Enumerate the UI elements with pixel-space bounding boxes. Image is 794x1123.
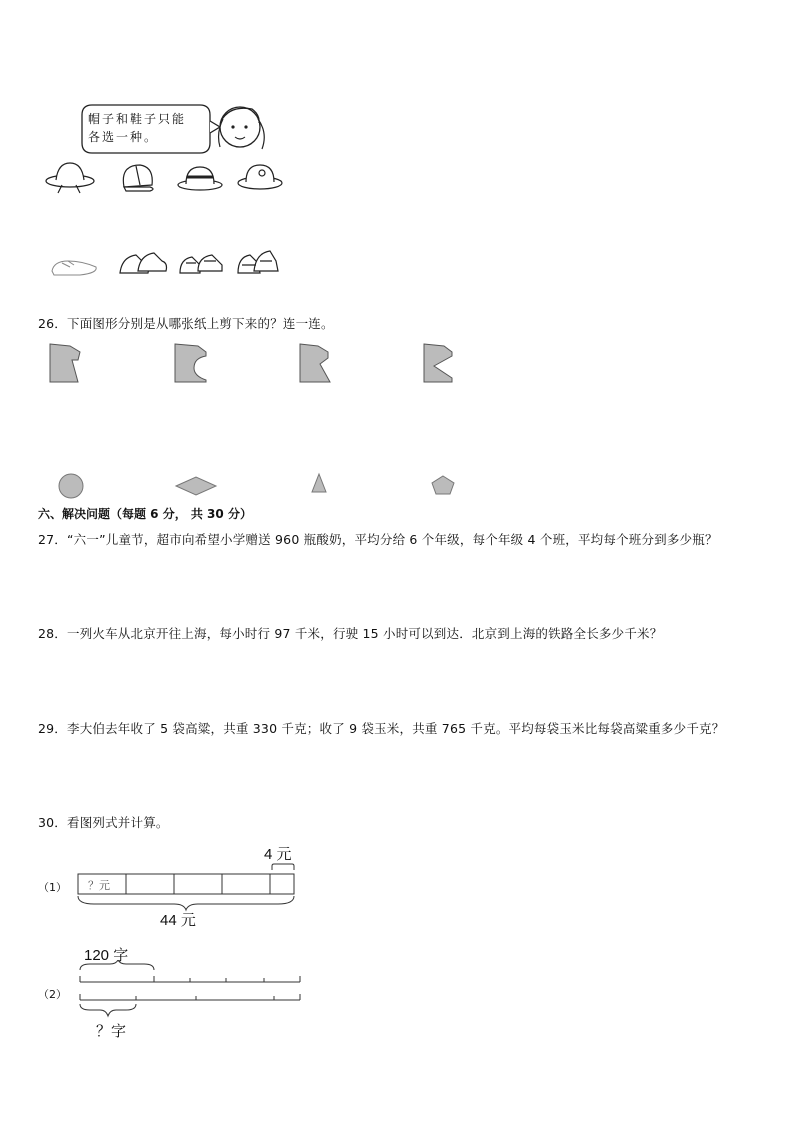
q30-part2-bottom-label: ？字 [96, 1023, 127, 1040]
q30-part1-label: （1） [38, 881, 67, 894]
q30-question: 30．看图列式并计算。 [38, 815, 169, 830]
hat-4-icon [238, 165, 282, 189]
shoe-4-icon [238, 251, 278, 273]
hat-1-icon [46, 163, 94, 193]
cut-piece-pentagon [432, 476, 454, 494]
q30-part1-first-cell: ？元 [88, 879, 110, 892]
q25-figure [40, 95, 300, 295]
speech-line-2: 各选一种。 [88, 130, 159, 144]
q29-question: 29．李大伯去年收了 5 袋高粱，共重 330 千克；收了 9 袋玉米，共重 765 千克。平均每袋玉米比每袋高粱重多少千克？ [38, 721, 725, 736]
hat-2-icon [123, 165, 153, 191]
q30-part1-total-label: 44 元 [160, 912, 196, 929]
paper-shape-2 [175, 344, 206, 382]
q30-part1-top-label: 4 元 [264, 846, 292, 863]
section-6-title: 六、解决问题（每题 6 分， 共 30 分） [38, 507, 252, 521]
cut-piece-triangle [312, 474, 326, 492]
q30-part2-label: （2） [38, 988, 67, 1001]
q28-question: 28．一列火车从北京开往上海，每小时行 97 千米，行驶 15 小时可以到达．北京到上海的铁路全长多少千米？ [38, 626, 663, 641]
cut-piece-circle [59, 474, 83, 498]
paper-shape-4 [424, 344, 452, 382]
speech-text [88, 110, 208, 146]
speech-line-1: 帽子和鞋子只能 [88, 112, 187, 126]
shoe-3-icon [180, 255, 222, 273]
paper-shape-3 [300, 344, 330, 382]
shoe-2-icon [120, 253, 167, 273]
cut-piece-rhombus [176, 477, 216, 495]
q27-question: 27．“六一”儿童节，超市向希望小学赠送 960 瓶酸奶，平均分给 6 个年级，每个年级 4 个班，平均每个班分到多少瓶？ [38, 532, 718, 547]
cut-pieces [38, 470, 498, 504]
paper-shapes [38, 338, 498, 398]
paper-shape-1 [50, 344, 80, 382]
q30-part2-top-label: 120 字 [84, 947, 129, 964]
shoe-1-icon [52, 261, 96, 275]
q26-question: 26．下面图形分别是从哪张纸上剪下来的？连一连。 [38, 316, 334, 331]
hat-3-icon [178, 167, 222, 190]
q30-part2-diagram [74, 960, 314, 1020]
